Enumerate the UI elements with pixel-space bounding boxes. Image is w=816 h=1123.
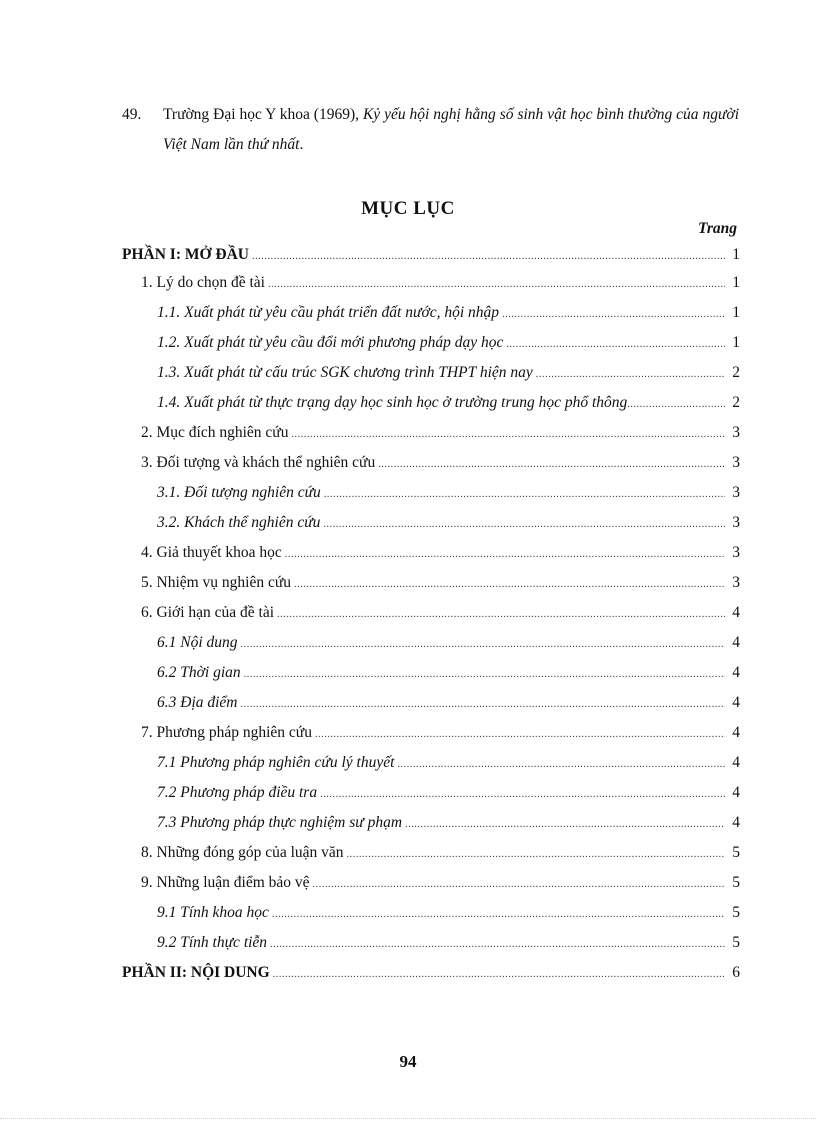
toc-entry-1-4[interactable]: 1.4. Xuất phát từ thực trạng dạy học sinh học ở trường trung học phổ thông ..... 2 <box>157 388 740 418</box>
reference-title: Kỷ yếu hội nghị hằng số sinh vật học bình thường của người Việt Nam lần thứ nhất <box>163 106 740 153</box>
toc-entry-6-2[interactable]: 6.2 Thời gian ..... 4 <box>157 658 740 688</box>
toc-entry-7-1[interactable]: 7.1 Phương pháp nghiên cứu lý thuyết ..... 4 <box>157 748 740 778</box>
page-number: 94 <box>399 1052 417 1071</box>
toc-entry-6[interactable]: 6. Giới hạn của đề tài ..... 4 <box>141 598 740 628</box>
toc-entry-6-3[interactable]: 6.3 Địa điểm ..... 4 <box>157 688 740 718</box>
toc-title: MỤC LỤC <box>361 198 455 219</box>
reference-number: 49. <box>122 106 142 123</box>
toc-entry-9[interactable]: 9. Những luận điểm bảo vệ ..... 5 <box>141 868 740 898</box>
toc-entry-2[interactable]: 2. Mục đích nghiên cứu ..... 3 <box>141 418 740 448</box>
toc-entry-7-3[interactable]: 7.3 Phương pháp thực nghiệm sư phạm ..... 4 <box>157 808 740 838</box>
reference-entry <box>122 100 739 160</box>
toc-entry-9-2[interactable]: 9.2 Tính thực tiễn ..... 5 <box>157 928 740 958</box>
page-bottom-divider <box>0 1118 816 1119</box>
page-column-header: Trang <box>697 220 737 237</box>
toc-entry-8[interactable]: 8. Những đóng góp của luận văn ..... 5 <box>141 838 740 868</box>
toc-entry-1[interactable]: 1. Lý do chọn đề tài ..... 1 <box>141 268 740 298</box>
toc-entry-part-1[interactable]: PHẦN I: MỞ ĐẦU ..... 1 <box>122 240 740 270</box>
toc-entry-1-3[interactable]: 1.3. Xuất phát từ cấu trúc SGK chương trình THPT hiện nay ..... 2 <box>157 358 740 388</box>
toc-entry-part-2[interactable]: PHẦN II: NỘI DUNG ..... 6 <box>122 958 740 988</box>
toc-entry-5[interactable]: 5. Nhiệm vụ nghiên cứu ..... 3 <box>141 568 740 598</box>
toc-entry-1-2[interactable]: 1.2. Xuất phát từ yêu cầu đổi mới phương pháp dạy học ..... 1 <box>157 328 740 358</box>
toc-entry-7-2[interactable]: 7.2 Phương pháp điều tra ..... 4 <box>157 778 740 808</box>
toc-entry-6-1[interactable]: 6.1 Nội dung ..... 4 <box>157 628 740 658</box>
toc-entry-9-1[interactable]: 9.1 Tính khoa học ..... 5 <box>157 898 740 928</box>
reference-author: Trường Đại học Y khoa (1969), <box>163 106 363 123</box>
toc-entry-7[interactable]: 7. Phương pháp nghiên cứu ..... 4 <box>141 718 740 748</box>
toc-entry-3-2[interactable]: 3.2. Khách thể nghiên cứu ..... 3 <box>157 508 740 538</box>
toc-entry-3-1[interactable]: 3.1. Đối tượng nghiên cứu ..... 3 <box>157 478 740 508</box>
toc-entry-4[interactable]: 4. Giả thuyết khoa học ..... 3 <box>141 538 740 568</box>
toc-entry-1-1[interactable]: 1.1. Xuất phát từ yêu cầu phát triển đất nước, hội nhập ..... 1 <box>157 298 740 328</box>
toc-entry-3[interactable]: 3. Đối tượng và khách thể nghiên cứu ..... 3 <box>141 448 740 478</box>
reference-text: Trường Đại học Y khoa (1969), Kỷ yếu hội nghị hằng số sinh vật học bình thường của người Việt Nam lần thứ nhất. <box>163 106 740 153</box>
